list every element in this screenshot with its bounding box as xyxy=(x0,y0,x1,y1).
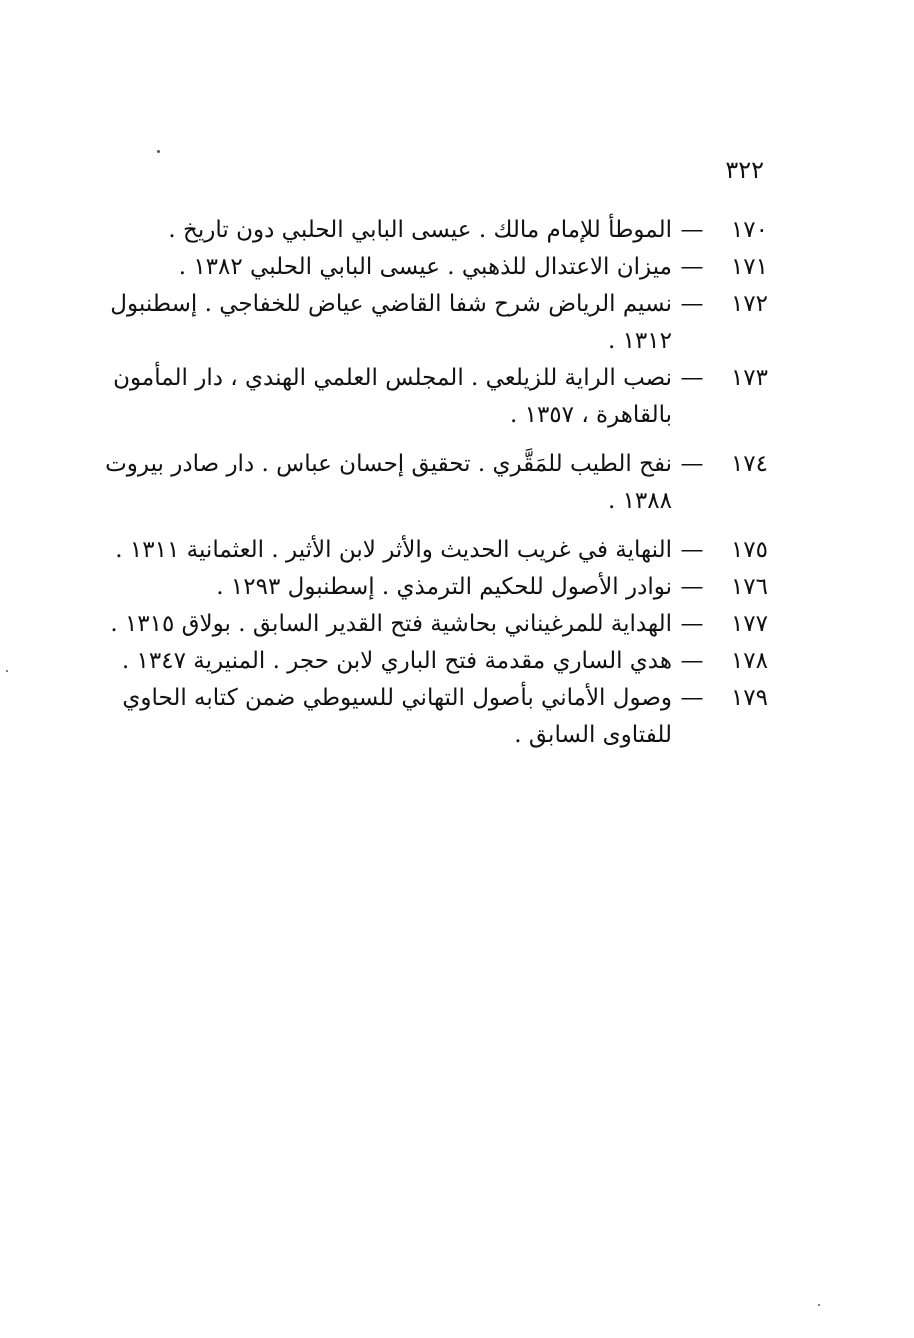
reference-text: نصب الراية للزيلعي . المجلس العلمي الهندي ، دار المأمون بالقاهرة ، ١٣٥٧ . xyxy=(113,365,672,428)
reference-number: ١٧٤ xyxy=(730,451,768,477)
reference-list xyxy=(103,212,768,754)
reference-dash: — xyxy=(680,574,704,600)
reference-text: النهاية في غريب الحديث والأثر لابن الأثير . العثمانية ١٣١١ . xyxy=(115,537,672,563)
reference-text: نسيم الرياض شرح شفا القاضي عياض للخفاجي . إسطنبول ١٣١٢ . xyxy=(110,291,672,354)
reference-number: ١٧٥ xyxy=(730,537,768,563)
reference-text: نوادر الأصول للحكيم الترمذي . إسطنبول ١٢٩٣ . xyxy=(216,574,672,600)
reference-item xyxy=(103,643,768,680)
reference-number: ١٧٠ xyxy=(730,217,768,243)
reference-dash: — xyxy=(680,291,704,317)
reference-item xyxy=(103,569,768,606)
reference-text: الموطأ للإمام مالك . عيسى البابي الحلبي دون تاريخ . xyxy=(168,217,672,243)
page-speck xyxy=(6,670,8,672)
reference-text: وصول الأماني بأصول التهاني للسيوطي ضمن كتابه الحاوي للفتاوى السابق . xyxy=(122,685,672,748)
reference-item xyxy=(103,212,768,249)
reference-item xyxy=(103,249,768,286)
reference-dash: — xyxy=(680,648,704,674)
reference-item xyxy=(103,360,768,434)
page-number: ٣٢٢ xyxy=(725,156,764,184)
reference-dash: — xyxy=(680,365,704,391)
reference-number: ١٧٣ xyxy=(730,365,768,391)
reference-item xyxy=(103,680,768,754)
reference-dash: — xyxy=(680,685,704,711)
reference-item xyxy=(103,606,768,643)
reference-number: ١٧١ xyxy=(730,254,768,280)
reference-text: الهداية للمرغيناني بحاشية فتح القدير السابق . بولاق ١٣١٥ . xyxy=(110,611,672,637)
reference-item xyxy=(103,286,768,360)
reference-dash: — xyxy=(680,451,704,477)
reference-item xyxy=(103,532,768,569)
page-speck xyxy=(818,1304,820,1306)
reference-dash: — xyxy=(680,537,704,563)
page-speck xyxy=(157,150,160,153)
reference-text: ميزان الاعتدال للذهبي . عيسى البابي الحلبي ١٣٨٢ . xyxy=(178,254,672,280)
reference-dash: — xyxy=(680,217,704,243)
reference-number: ١٧٩ xyxy=(730,685,768,711)
reference-dash: — xyxy=(680,254,704,280)
reference-number: ١٧٢ xyxy=(730,291,768,317)
reference-item xyxy=(103,446,768,520)
reference-number: ١٧٨ xyxy=(730,648,768,674)
reference-number: ١٧٦ xyxy=(730,574,768,600)
reference-number: ١٧٧ xyxy=(730,611,768,637)
reference-text: هدي الساري مقدمة فتح الباري لابن حجر . المنيرية ١٣٤٧ . xyxy=(121,648,672,674)
reference-dash: — xyxy=(680,611,704,637)
reference-text: نفح الطيب للمَقَّري . تحقيق إحسان عباس . دار صادر بيروت ١٣٨٨ . xyxy=(105,451,672,514)
